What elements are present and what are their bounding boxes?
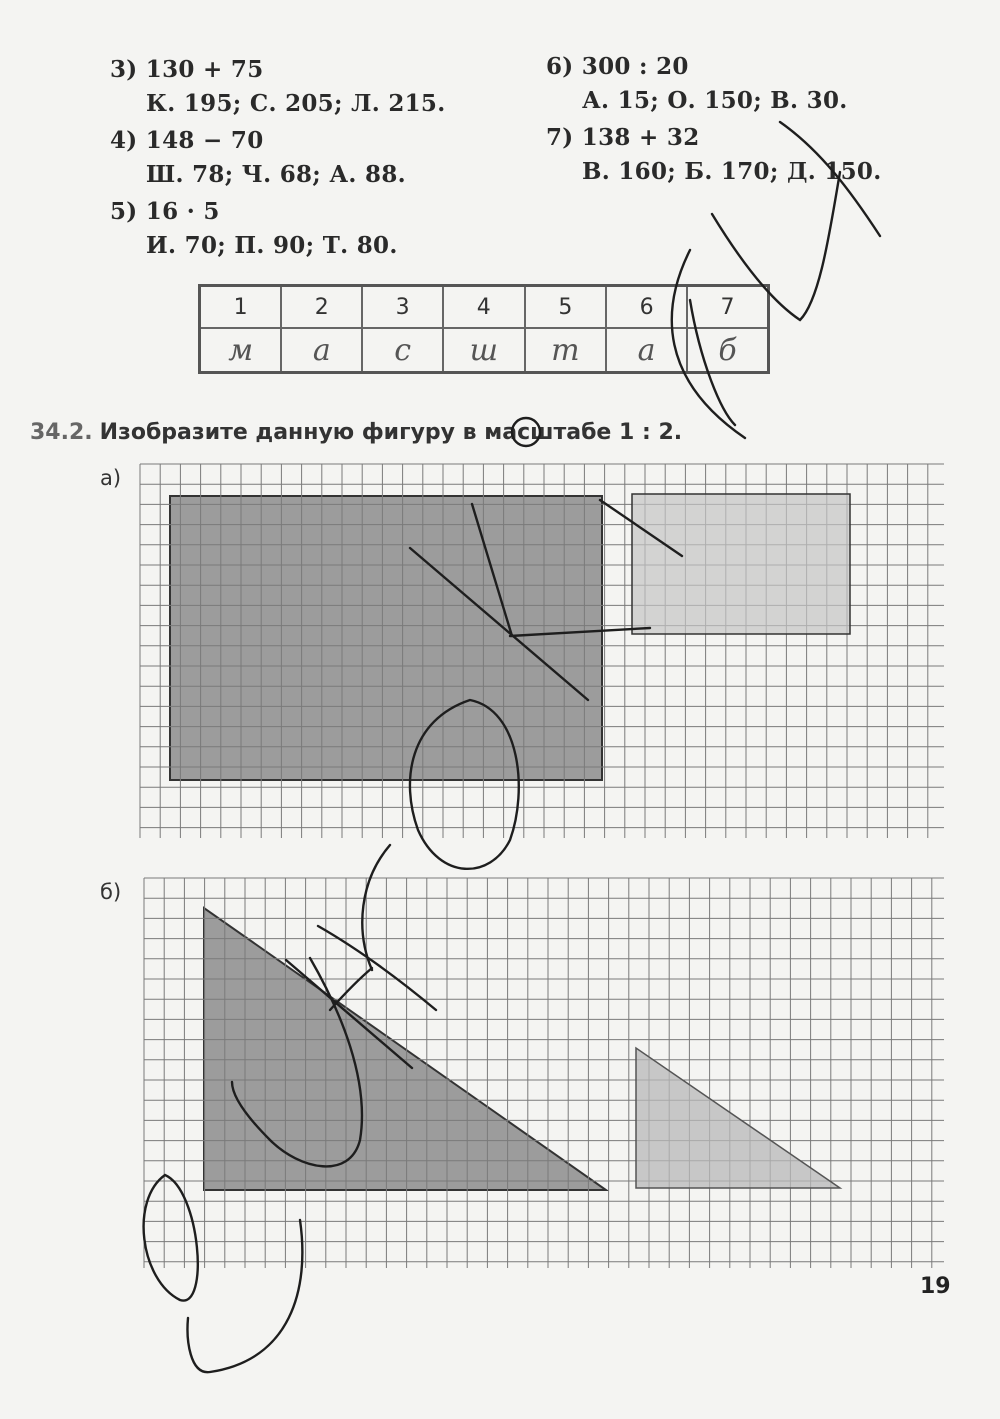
problem-question: 6) 300 : 20 [546,53,689,80]
table-cell-letter[interactable]: а [606,328,687,373]
problem-options: В. 160; Б. 170; Д. 150. [582,158,882,185]
table-cell-letter[interactable]: с [362,328,443,373]
problem-question: 5) 16 · 5 [110,198,220,225]
table-cell-letter[interactable]: т [525,328,607,373]
student-triangle [636,1048,840,1188]
answer-table-letter-row [200,328,769,373]
table-cell-number: 1 [200,286,282,329]
table-cell-number: 5 [525,286,607,329]
answer-table [198,284,770,374]
answer-table-header-row [200,286,769,329]
problem-question: 7) 138 + 32 [546,124,700,151]
table-cell-number: 6 [606,286,687,329]
problem-options: А. 15; О. 150; В. 30. [582,87,848,114]
task-text: Изобразите данную фигуру в масштабе 1 : 2. [99,420,683,445]
grid-b[interactable] [142,876,946,1270]
problem-options: К. 195; С. 205; Л. 215. [146,90,446,117]
part-b-label: б) [100,880,122,904]
task-number: 34.2. [30,420,93,445]
table-cell-number: 4 [443,286,525,329]
problem-options: Ш. 78; Ч. 68; А. 88. [146,161,406,188]
table-cell-letter[interactable]: ш [443,328,525,373]
part-a-label: а) [100,466,122,490]
table-cell-letter[interactable]: б [687,328,768,373]
problem-options: И. 70; П. 90; Т. 80. [146,232,398,259]
given-triangle [204,908,606,1190]
problem-question: 3) 130 + 75 [110,56,264,83]
given-rectangle [170,496,602,780]
grid-a[interactable] [138,462,946,840]
problem-question: 4) 148 − 70 [110,127,264,154]
table-cell-letter[interactable]: а [281,328,362,373]
table-cell-letter[interactable]: м [200,328,282,373]
table-cell-number: 2 [281,286,362,329]
student-rectangle [632,494,850,634]
task-title [30,420,682,445]
table-cell-number: 7 [687,286,768,329]
page-number: 19 [920,1274,951,1299]
table-cell-number: 3 [362,286,443,329]
